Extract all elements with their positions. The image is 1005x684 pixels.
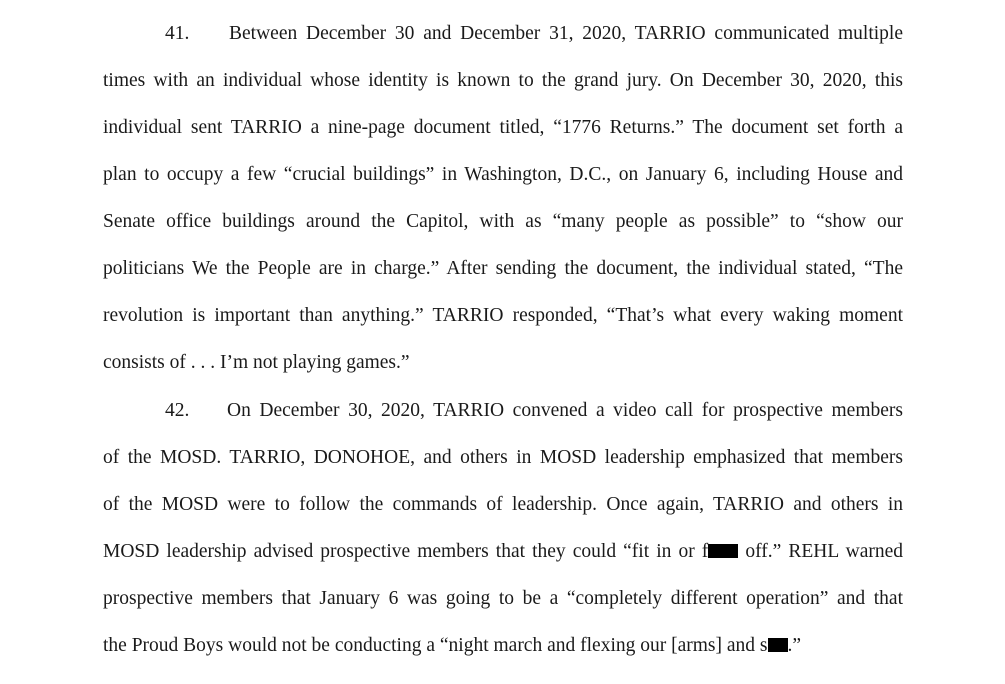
redaction-block	[708, 544, 738, 558]
paragraph-text: Between December 30 and December 31, 2020, TARRIO communicated multiple	[229, 23, 903, 44]
paragraph-41-line-3: individual sent TARRIO a nine-page document titled, “1776 Returns.” The document set forth a	[103, 117, 903, 138]
redaction-block	[768, 638, 788, 652]
paragraph-41-line-6: politicians We the People are in charge.” After sending the document, the individual stated, “The	[103, 258, 903, 279]
paragraph-42-line-2: of the MOSD. TARRIO, DONOHOE, and others in MOSD leadership emphasized that members	[103, 447, 903, 468]
paragraph-42-line-6	[103, 634, 903, 658]
text-after-redaction: off.” REHL warned	[738, 541, 903, 562]
paragraph-42-line-3: of the MOSD were to follow the commands of leadership. Once again, TARRIO and others in	[103, 494, 903, 515]
text-after-redaction: .”	[787, 635, 802, 656]
paragraph-41-line-4: plan to occupy a few “crucial buildings” in Washington, D.C., on January 6, including House and	[103, 164, 903, 185]
paragraph-42-line-4	[103, 540, 903, 564]
text-before-redaction: the Proud Boys would not be conducting a “night march and flexing our [arms] and s	[103, 635, 768, 656]
paragraph-number: 41.	[165, 23, 190, 44]
paragraph-41-line-1	[103, 22, 903, 46]
paragraph-41-line-2: times with an individual whose identity is known to the grand jury. On December 30, 2020, this	[103, 70, 903, 91]
paragraph-42-line-5: prospective members that January 6 was going to be a “completely different operation” and that	[103, 588, 903, 609]
paragraph-number: 42.	[165, 400, 190, 421]
paragraph-41-line-8: consists of . . . I’m not playing games.”	[103, 352, 410, 373]
text-before-redaction: MOSD leadership advised prospective members that they could “fit in or f	[103, 541, 709, 562]
paragraph-41-line-7: revolution is important than anything.” TARRIO responded, “That’s what every waking moment	[103, 305, 903, 326]
paragraph-text: On December 30, 2020, TARRIO convened a video call for prospective members	[227, 400, 903, 421]
paragraph-41-line-5: Senate office buildings around the Capitol, with as “many people as possible” to “show our	[103, 211, 903, 232]
paragraph-42-line-1	[103, 399, 903, 423]
